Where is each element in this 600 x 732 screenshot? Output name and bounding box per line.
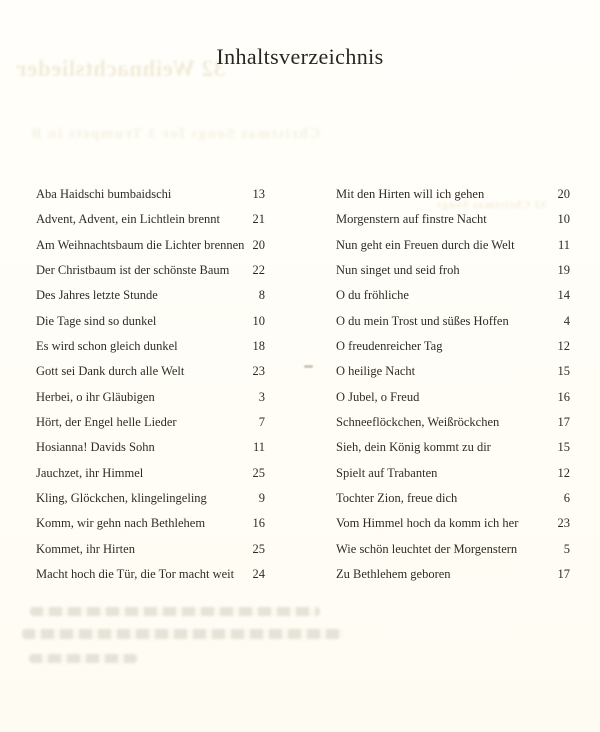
song-title: Jauchzet, ihr Himmel	[36, 465, 144, 480]
page-number: 17	[557, 415, 570, 430]
song-title: Vom Himmel hoch da komm ich her	[336, 516, 519, 531]
toc-row	[336, 562, 570, 587]
song-title: Hosianna! Davids Sohn	[36, 440, 155, 455]
song-title: Advent, Advent, ein Lichtlein brennt	[36, 212, 220, 227]
toc-row	[336, 410, 570, 435]
song-title: Des Jahres letzte Stunde	[36, 288, 158, 303]
song-title: Mit den Hirten will ich gehen	[336, 187, 485, 201]
page-number: 25	[252, 541, 265, 556]
page-number: 5	[563, 541, 570, 556]
song-title: Herbei, o ihr Gläubigen	[36, 389, 155, 404]
toc-row	[36, 207, 265, 232]
song-title: Hört, der Engel helle Lieder	[36, 415, 177, 430]
page-number: 10	[252, 313, 265, 328]
page-number: 25	[252, 465, 265, 480]
page-number: 11	[252, 440, 265, 455]
page-number: 21	[252, 212, 265, 227]
song-title: Gott sei Dank durch alle Welt	[36, 364, 185, 379]
song-title: Nun geht ein Freuen durch die Welt	[336, 237, 515, 252]
toc-row	[36, 258, 265, 283]
page-number: 15	[557, 364, 570, 379]
page-number: 19	[557, 263, 570, 278]
song-title: Morgenstern auf finstre Nacht	[336, 212, 487, 227]
song-title: O freudenreicher Tag	[336, 339, 443, 354]
page-number: 3	[258, 389, 265, 404]
toc-row	[336, 233, 570, 258]
song-title: O heilige Nacht	[336, 364, 416, 379]
toc-column-right	[336, 182, 570, 588]
song-title: Es wird schon gleich dunkel	[36, 339, 178, 354]
toc-row	[36, 410, 265, 435]
toc-row	[36, 283, 265, 308]
song-title: Spielt auf Trabanten	[336, 465, 438, 480]
page-number: 24	[252, 567, 265, 582]
toc-column-left	[36, 182, 265, 588]
page-number: 12	[557, 465, 570, 480]
song-title: Aba Haidschi bumbaidschi	[36, 187, 172, 201]
song-title: Komm, wir gehn nach Bethlehem	[36, 516, 206, 531]
toc-row	[336, 537, 570, 562]
toc-row	[36, 233, 265, 258]
page-number: 23	[252, 364, 265, 379]
toc-row	[336, 359, 570, 384]
song-title: Der Christbaum ist der schönste Baum	[36, 263, 230, 278]
table-of-contents	[36, 182, 570, 588]
toc-row	[36, 309, 265, 334]
toc-row	[36, 385, 265, 410]
toc-row	[336, 461, 570, 486]
bleedthrough-bottom-line-3	[29, 654, 137, 663]
toc-row	[336, 486, 570, 511]
toc-row	[36, 461, 265, 486]
toc-row	[36, 182, 265, 207]
bleedthrough-subtitle-text: Christmas Songs for 3 Trumpets in B	[30, 126, 321, 142]
page-number: 17	[557, 567, 570, 582]
toc-row	[36, 486, 265, 511]
toc-row	[336, 182, 570, 207]
toc-row	[36, 334, 265, 359]
song-title: O Jubel, o Freud	[336, 389, 420, 404]
page-number: 18	[252, 339, 265, 354]
song-title: Wie schön leuchtet der Morgenstern	[336, 541, 518, 556]
toc-row	[336, 435, 570, 460]
page-number: 16	[557, 389, 570, 404]
page-number: 11	[557, 237, 570, 252]
page-number: 6	[563, 491, 570, 506]
page-number: 22	[252, 263, 265, 278]
song-title: Macht hoch die Tür, die Tor macht weit	[36, 567, 235, 582]
song-title: Sieh, dein König kommt zu dir	[336, 440, 491, 455]
page-number: 20	[252, 237, 265, 252]
toc-row	[336, 385, 570, 410]
song-title: Nun singet und seid froh	[336, 263, 460, 278]
page-number: 8	[258, 288, 265, 303]
toc-row	[36, 537, 265, 562]
page-number: 16	[252, 516, 265, 531]
page-number: 23	[557, 516, 570, 531]
scan-speck	[304, 365, 313, 368]
song-title: Tochter Zion, freue dich	[336, 491, 458, 506]
toc-row	[336, 334, 570, 359]
page-number: 15	[557, 440, 570, 455]
bleedthrough-bottom-line-2	[22, 629, 344, 639]
page-number: 7	[258, 415, 265, 430]
toc-row	[36, 562, 265, 587]
bleedthrough-title-text: 32 Weihnachtslieder	[16, 56, 226, 81]
toc-row	[36, 435, 265, 460]
song-title: Die Tage sind so dunkel	[36, 313, 157, 328]
bleedthrough-bottom-line-1	[30, 607, 320, 616]
toc-row	[336, 309, 570, 334]
song-title: Kling, Glöckchen, klingelingeling	[36, 491, 207, 506]
page-number: 10	[557, 212, 570, 227]
song-title: Zu Bethlehem geboren	[336, 567, 451, 582]
song-title: Kommet, ihr Hirten	[36, 541, 135, 556]
toc-row	[336, 511, 570, 536]
song-title: O du fröhliche	[336, 288, 409, 303]
toc-row	[36, 359, 265, 384]
bleedthrough-right-fragment: 32 Christmas Songs	[436, 199, 547, 211]
page-number: 14	[557, 288, 570, 303]
page-number: 9	[258, 491, 265, 506]
toc-row	[336, 207, 570, 232]
page-number: 13	[252, 187, 265, 201]
song-title: Am Weihnachtsbaum die Lichter brennen	[36, 237, 245, 252]
toc-row	[36, 511, 265, 536]
page-title: Inhaltsverzeichnis	[216, 44, 384, 69]
toc-row	[336, 283, 570, 308]
song-title: O du mein Trost und süßes Hoffen	[336, 313, 509, 328]
song-title: Schneeflöckchen, Weißröckchen	[336, 415, 500, 430]
page-number: 12	[557, 339, 570, 354]
toc-row	[336, 258, 570, 283]
page-number: 20	[557, 187, 570, 201]
page-number: 4	[563, 313, 570, 328]
